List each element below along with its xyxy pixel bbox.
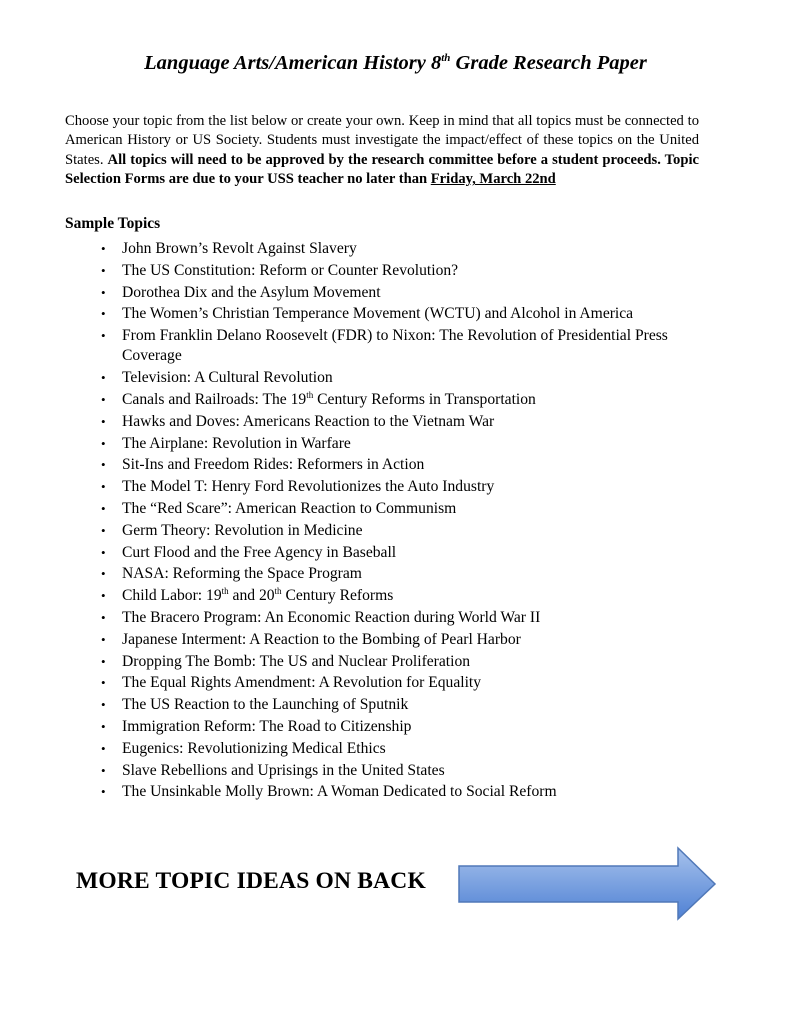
- topic-text-pre: Dropping The Bomb: The US and Nuclear Proliferation: [122, 652, 471, 670]
- intro-bold-text: All topics will need to be approved by the research committee before a student proceeds. Topic Selection Forms are due to your USS teacher no later than: [65, 151, 699, 188]
- topic-text-sup2: th: [274, 585, 282, 596]
- list-item: [65, 455, 705, 475]
- topic-text-pre: Canals and Railroads: The 19: [122, 390, 307, 408]
- bullet-icon: •: [101, 391, 106, 407]
- title-pre: Language Arts/American History 8: [144, 52, 442, 74]
- list-item: [65, 412, 705, 432]
- topic-text-pre: The Unsinkable Molly Brown: A Woman Dedicated to Social Reform: [122, 783, 557, 801]
- topic-text-pre: Japanese Interment: A Reaction to the Bombing of Pearl Harbor: [122, 630, 521, 648]
- list-item: [65, 608, 705, 628]
- bullet-icon: •: [101, 697, 106, 713]
- bullet-icon: •: [101, 718, 106, 734]
- list-item: [65, 304, 705, 324]
- topic-text-sup: th: [221, 585, 229, 596]
- list-item: [65, 261, 705, 281]
- list-item: [65, 630, 705, 650]
- list-item: [65, 521, 705, 541]
- bullet-icon: •: [101, 500, 106, 516]
- list-item: [65, 782, 705, 802]
- bullet-icon: •: [101, 609, 106, 625]
- topic-text-pre: Eugenics: Revolutionizing Medical Ethics: [122, 739, 386, 757]
- topic-text-pre: From Franklin Delano Roosevelt (FDR) to Nixon: The Revolution of Presidential Press Coverage: [122, 327, 668, 365]
- bullet-icon: •: [101, 544, 106, 560]
- list-item: [65, 586, 705, 606]
- bullet-icon: •: [101, 413, 106, 429]
- topic-text-pre: Hawks and Doves: Americans Reaction to the Vietnam War: [122, 412, 495, 430]
- bullet-icon: •: [101, 522, 106, 538]
- topic-text-post: Century Reforms in Transportation: [313, 390, 536, 408]
- bullet-icon: •: [101, 675, 106, 691]
- bullet-icon: •: [101, 328, 106, 344]
- title-sup: th: [441, 52, 451, 65]
- topic-text-pre: The Women’s Christian Temperance Movement (WCTU) and Alcohol in America: [122, 305, 634, 323]
- list-item: [65, 499, 705, 519]
- bullet-icon: •: [101, 435, 106, 451]
- topic-text-pre: The US Constitution: Reform or Counter Revolution?: [122, 261, 459, 279]
- right-arrow-icon: [456, 846, 718, 922]
- list-item: [65, 739, 705, 759]
- arrow-shape: [459, 848, 715, 919]
- bullet-icon: •: [101, 762, 106, 778]
- bullet-icon: •: [101, 566, 106, 582]
- list-item: [65, 673, 705, 693]
- topic-text-pre: John Brown’s Revolt Against Slavery: [122, 240, 357, 257]
- topic-text-pre: The “Red Scare”: American Reaction to Communism: [122, 499, 457, 517]
- bullet-icon: •: [101, 479, 106, 495]
- due-date: Friday, March 22nd: [430, 171, 556, 188]
- list-item: [65, 717, 705, 737]
- intro-normal-text: Choose your topic from the list below or create your own. Keep in mind that all topics must be connected to American History or US Society. Students must investigate the impact/effect of these topics on the United States.: [65, 113, 699, 168]
- topic-text-pre: Dorothea Dix and the Asylum Movement: [122, 283, 381, 301]
- more-topics-label: MORE TOPIC IDEAS ON BACK: [76, 868, 426, 894]
- topic-text-pre: The Airplane: Revolution in Warfare: [122, 434, 351, 452]
- topic-text-pre: Sit-Ins and Freedom Rides: Reformers in Action: [122, 456, 425, 474]
- bullet-icon: •: [101, 306, 106, 322]
- topic-text-pre: The Model T: Henry Ford Revolutionizes the Auto Industry: [122, 478, 495, 496]
- topic-text-pre: Television: A Cultural Revolution: [122, 369, 333, 387]
- bullet-icon: •: [101, 284, 106, 300]
- list-item: [65, 652, 705, 672]
- list-item: [65, 283, 705, 303]
- topic-text-post: Century Reforms: [281, 587, 394, 605]
- list-item: [65, 477, 705, 497]
- sample-topics-heading: Sample Topics: [65, 215, 161, 232]
- title-post: Grade Research Paper: [450, 52, 647, 74]
- topic-text-mid: and 20: [228, 587, 275, 605]
- bullet-icon: •: [101, 241, 106, 256]
- list-item: [65, 761, 705, 781]
- page-title: [0, 52, 791, 75]
- bullet-icon: •: [101, 457, 106, 473]
- bullet-icon: •: [101, 588, 106, 604]
- topic-text-pre: Germ Theory: Revolution in Medicine: [122, 521, 363, 539]
- list-item: [65, 390, 705, 410]
- topic-text-pre: The Equal Rights Amendment: A Revolution for Equality: [122, 674, 482, 692]
- topic-text-sup: th: [306, 389, 314, 400]
- bullet-icon: •: [101, 262, 106, 278]
- topic-text-pre: The US Reaction to the Launching of Sputnik: [122, 696, 409, 714]
- bullet-icon: •: [101, 740, 106, 756]
- list-item: [65, 543, 705, 563]
- topic-text-pre: Curt Flood and the Free Agency in Baseball: [122, 543, 397, 561]
- topic-text-pre: NASA: Reforming the Space Program: [122, 565, 362, 583]
- topic-text-pre: Immigration Reform: The Road to Citizenship: [122, 717, 412, 735]
- intro-paragraph: [65, 112, 699, 190]
- list-item: [65, 434, 705, 454]
- list-item: [65, 239, 705, 259]
- list-item: [65, 564, 705, 584]
- bullet-icon: •: [101, 653, 106, 669]
- topic-list: [65, 239, 705, 804]
- bullet-icon: •: [101, 784, 106, 800]
- topic-text-pre: Slave Rebellions and Uprisings in the United States: [122, 761, 445, 779]
- bullet-icon: •: [101, 370, 106, 386]
- list-item: [65, 326, 705, 366]
- bullet-icon: •: [101, 631, 106, 647]
- list-item: [65, 368, 705, 388]
- topic-text-pre: The Bracero Program: An Economic Reaction during World War II: [122, 608, 541, 626]
- topic-text-pre: Child Labor: 19: [122, 587, 222, 605]
- list-item: [65, 695, 705, 715]
